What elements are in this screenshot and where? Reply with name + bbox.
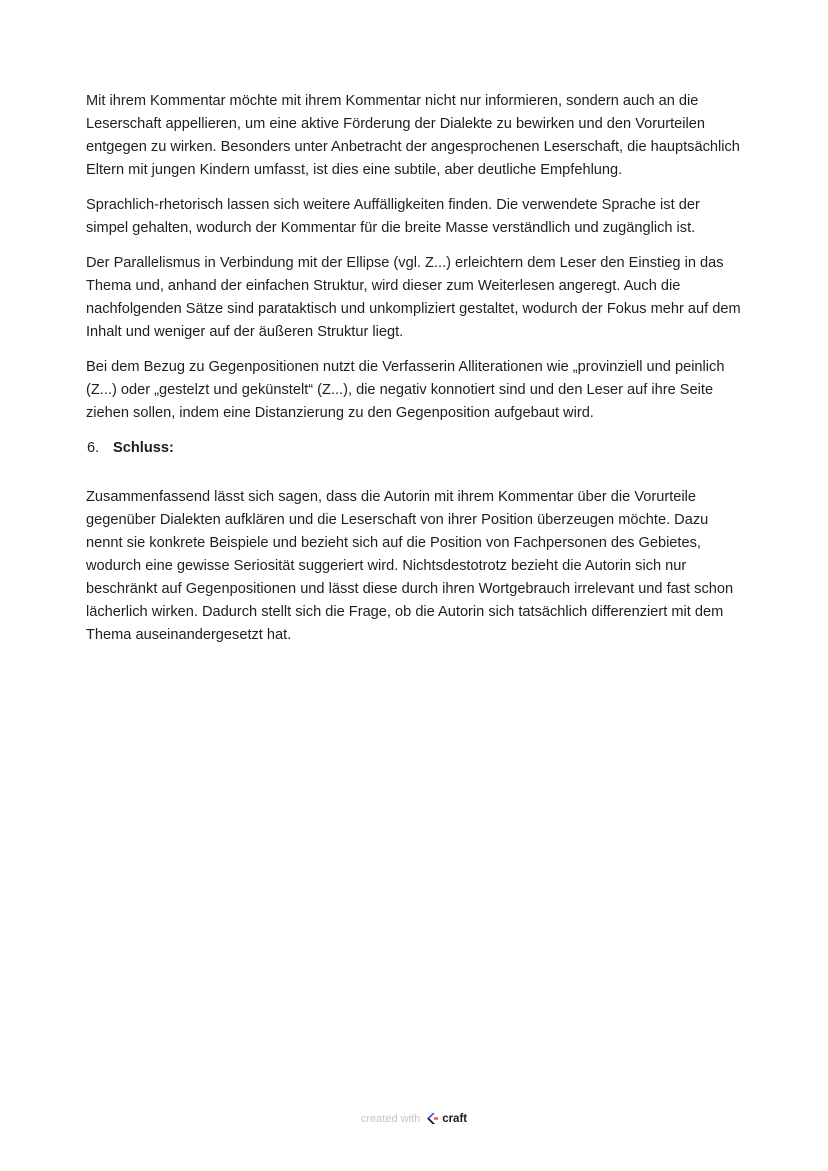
document-body <box>86 90 746 659</box>
section-number: 6. <box>87 440 100 456</box>
paragraph-appeal: Mit ihrem Kommentar möchte mit ihrem Kommentar nicht nur informieren, sondern auch an die Leserschaft appellieren, um eine aktive Förderung der Dialekte zu bewirken und den Vorurteilen entgegen zu wirken. Besonders unter Anbetracht der angesprochenen Leserschaft, die hauptsächlich Eltern mit jungen Kindern umfasst, ist dies eine subtile, aber deutliche Empfehlung. <box>86 93 740 178</box>
craft-logo <box>426 1112 467 1125</box>
paragraph-conclusion: Zusammenfassend lässt sich sagen, dass die Autorin mit ihrem Kommentar über die Vorurteile gegenüber Dialekten aufklären und die Leserschaft von ihrer Position überzeugen möchte. Dazu nennt sie konkrete Beispiele und bezieht sich auf die Position von Fachpersonen des Gebietes, wodurch eine gewisse Seriosität suggeriert wird. Nichtsdestotrotz bezieht die Autorin sich nur beschränkt auf Gegenpositionen und lässt diese durch ihren Wortgebrauch irrelevant und fast schon lächerlich wirken. Dadurch stellt sich die Frage, ob die Autorin sich tatsächlich differenziert mit dem Thema auseinandergesetzt hat. <box>86 489 734 643</box>
created-with-text: created with <box>360 1112 421 1125</box>
craft-brand-text: craft <box>442 1112 468 1125</box>
section-title: Schluss: <box>113 440 174 456</box>
craft-logo-icon <box>426 1112 439 1125</box>
paragraph-language: Sprachlich-rhetorisch lassen sich weitere Auffälligkeiten finden. Die verwendete Sprache ist der simpel gehalten, wodurch der Kommentar für die breite Masse verständlich und zugänglich ist. <box>86 197 700 236</box>
footer-watermark <box>0 1112 828 1125</box>
paragraph-alliterations: Bei dem Bezug zu Gegenpositionen nutzt die Verfasserin Alliterationen wie „provinziell und peinlich (Z...) oder „gestelzt und gekünstelt“ (Z...), die negativ konnotiert sind und den Leser auf ihre Seite ziehen sollen, indem eine Distanzierung zu den Gegenposition aufgebaut wird. <box>86 359 725 421</box>
paragraph-parallelism: Der Parallelismus in Verbindung mit der Ellipse (vgl. Z...) erleichtern dem Leser den Einstieg in das Thema und, anhand der einfachen Struktur, wird dieser zum Weiterlesen angeregt. Auch die nachfolgenden Sätze sind parataktisch und unkompliziert gestaltet, wodurch der Fokus mehr auf dem Inhalt und weniger auf der äußeren Struktur liegt. <box>86 255 741 340</box>
section-heading-schluss <box>86 437 746 460</box>
